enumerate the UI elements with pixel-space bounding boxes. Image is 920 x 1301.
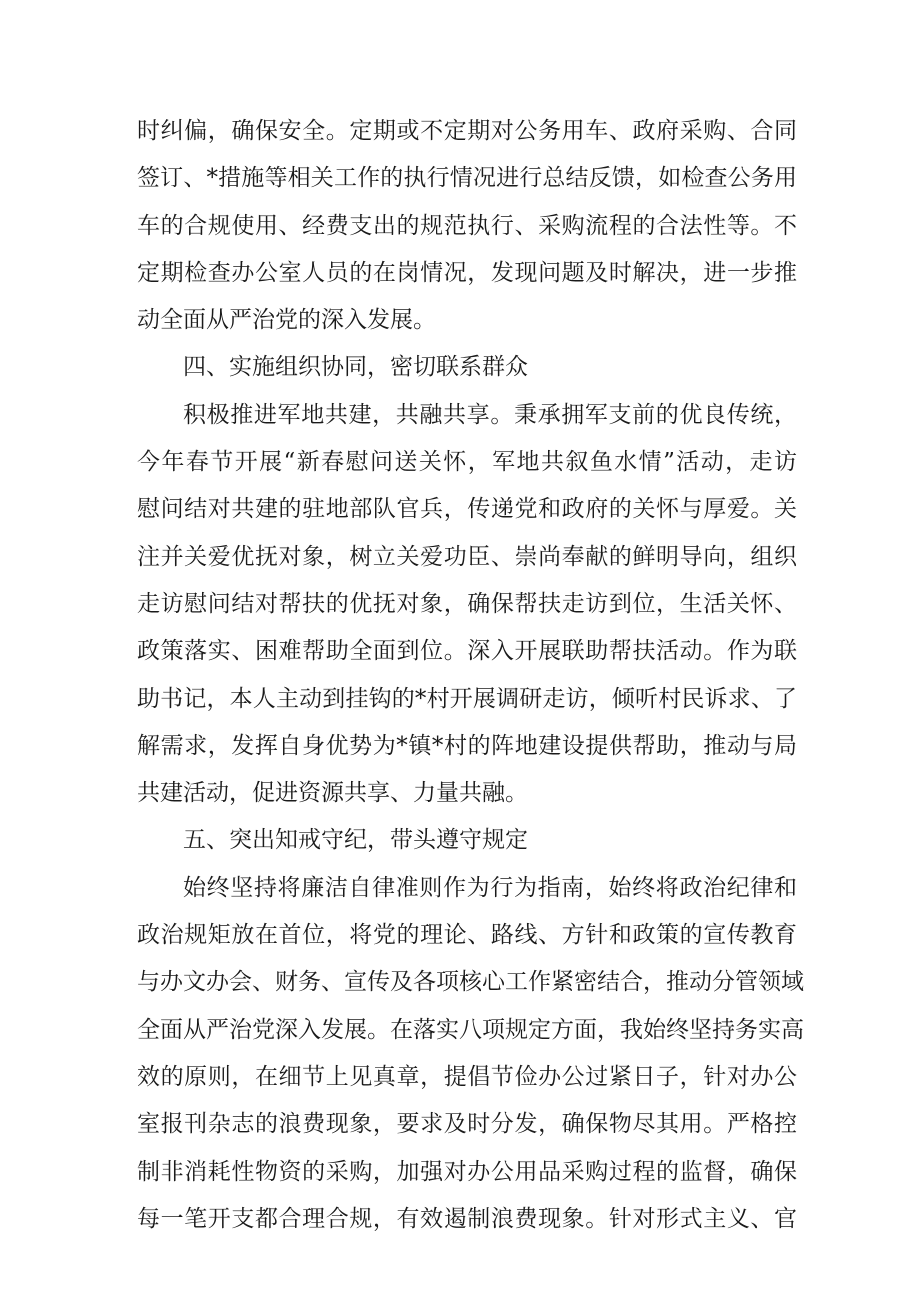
section-heading-4: 四、实施组织协同，密切联系群众 — [183, 354, 528, 381]
paragraph-line: 今年春节开展“新春慰问送关怀，军地共叙鱼水情”活动，走访 — [137, 449, 797, 476]
paragraph-line: 动全面从严治党的深入发展。 — [137, 307, 436, 334]
paragraph-line: 积极推进军地共建，共融共享。秉承拥军支前的优良传统， — [183, 401, 797, 428]
paragraph-line: 解需求，发挥自身优势为*镇*村的阵地建设提供帮助，推动与局 — [137, 732, 797, 759]
paragraph-line: 全面从严治党深入发展。在落实八项规定方面，我始终坚持务实高 — [137, 1016, 804, 1043]
section-heading-5: 五、突出知戒守纪，带头遵守规定 — [183, 827, 528, 854]
paragraph-line: 定期检查办公室人员的在岗情况，发现问题及时解决，进一步推 — [137, 259, 797, 286]
paragraph-line: 车的合规使用、经费支出的规范执行、采购流程的合法性等。不 — [137, 212, 797, 239]
paragraph-line: 室报刊杂志的浪费现象，要求及时分发，确保物尽其用。严格控 — [137, 1111, 797, 1138]
paragraph-line: 效的原则，在细节上见真章，提倡节俭办公过紧日子，针对办公 — [137, 1063, 797, 1090]
paragraph-line: 制非消耗性物资的采购，加强对办公用品采购过程的监督，确保 — [137, 1158, 797, 1185]
paragraph-line: 每一笔开支都合理合规，有效遏制浪费现象。针对形式主义、官 — [137, 1205, 797, 1232]
paragraph-line: 时纠偏，确保安全。定期或不定期对公务用车、政府采购、合同 — [137, 118, 797, 144]
paragraph-line: 助书记，本人主动到挂钩的*村开展调研走访，倾听村民诉求、了 — [137, 685, 797, 712]
document-body — [137, 108, 804, 1243]
paragraph-line: 注并关爱优抚对象，树立关爱功臣、崇尚奉献的鲜明导向，组织 — [137, 543, 797, 570]
paragraph-line: 走访慰问结对帮扶的优抚对象，确保帮扶走访到位，生活关怀、 — [137, 590, 797, 617]
paragraph-line: 政治规矩放在首位，将党的理论、路线、方针和政策的宣传教育 — [137, 922, 797, 949]
paragraph-line: 政策落实、困难帮助全面到位。深入开展联助帮扶活动。作为联 — [137, 638, 797, 665]
paragraph-line: 与办文办会、财务、宣传及各项核心工作紧密结合，推动分管领域 — [137, 969, 804, 996]
paragraph-line: 共建活动，促进资源共享、力量共融。 — [137, 780, 528, 807]
paragraph-line: 签订、*措施等相关工作的执行情况进行总结反馈，如检查公务用 — [137, 165, 797, 192]
paragraph-line: 慰问结对共建的驻地部队官兵，传递党和政府的关怀与厚爱。关 — [137, 496, 797, 523]
paragraph-line: 始终坚持将廉洁自律准则作为行为指南，始终将政治纪律和 — [183, 874, 797, 901]
